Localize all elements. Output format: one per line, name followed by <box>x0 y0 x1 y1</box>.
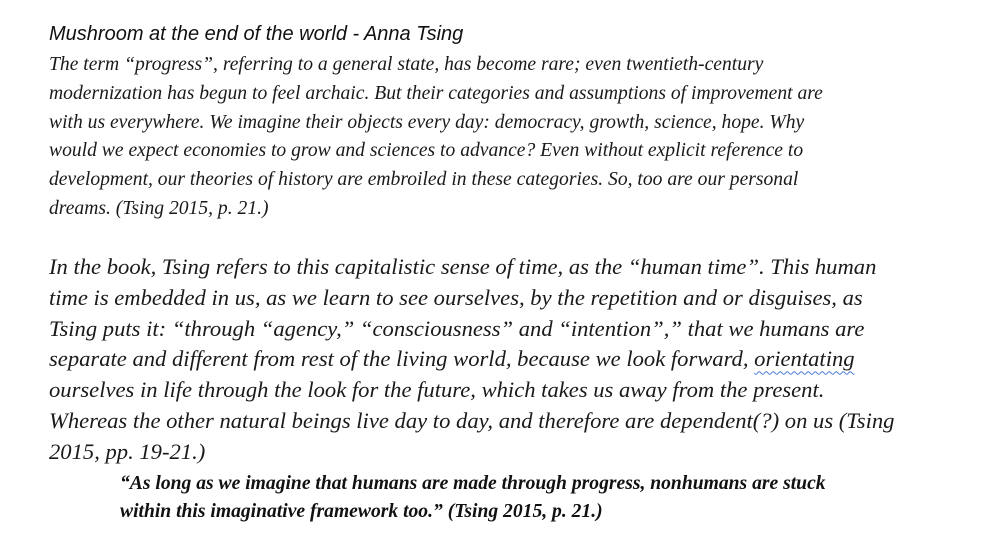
passage-line: with us everywhere. We imagine their objects every day: democracy, growth, science, hope. Why <box>49 111 805 133</box>
commentary-line: Tsing puts it: “through “agency,” “consciousness” and “intention”,” that we humans are <box>49 315 865 341</box>
commentary-paragraph <box>49 252 894 468</box>
passage-line: development, our theories of history are embroiled in these categories. So, too are our personal <box>49 169 799 191</box>
passage-line: The term “progress”, referring to a general state, has become rare; even twentieth-century <box>49 54 764 75</box>
commentary-text: separate and different from rest of the living world, because we look forward, <box>49 346 755 372</box>
passage-line: would we expect economies to grow and sciences to advance? Even without explicit reference to <box>49 140 804 162</box>
commentary-line <box>49 344 894 375</box>
commentary-line: time is embedded in us, as we learn to see ourselves, by the repetition and or disguises, as <box>49 284 863 310</box>
passage-line: modernization has begun to feel archaic. But their categories and assumptions of improvement are <box>49 82 823 104</box>
quote-line: “As long as we imagine that humans are made through progress, nonhumans are stuck <box>120 473 826 494</box>
block-quote <box>120 470 826 526</box>
commentary-line: Whereas the other natural beings live day to day, and therefore are dependent(?) on us (Tsing <box>49 407 895 433</box>
commentary-line: ourselves in life through the look for the future, which takes us away from the present. <box>49 377 825 403</box>
commentary-line: In the book, Tsing refers to this capitalistic sense of time, as the “human time”. This human <box>49 254 877 279</box>
passage-line: dreams. (Tsing 2015, p. 21.) <box>49 197 269 219</box>
spellcheck-flagged-word[interactable]: orientating <box>754 346 855 372</box>
document-title: Mushroom at the end of the world - Anna Tsing <box>49 23 464 45</box>
quoted-passage-paragraph <box>49 51 823 224</box>
commentary-line: 2015, pp. 19-21.) <box>49 438 206 464</box>
quote-line: within this imaginative framework too.” (Tsing 2015, p. 21.) <box>120 501 603 522</box>
